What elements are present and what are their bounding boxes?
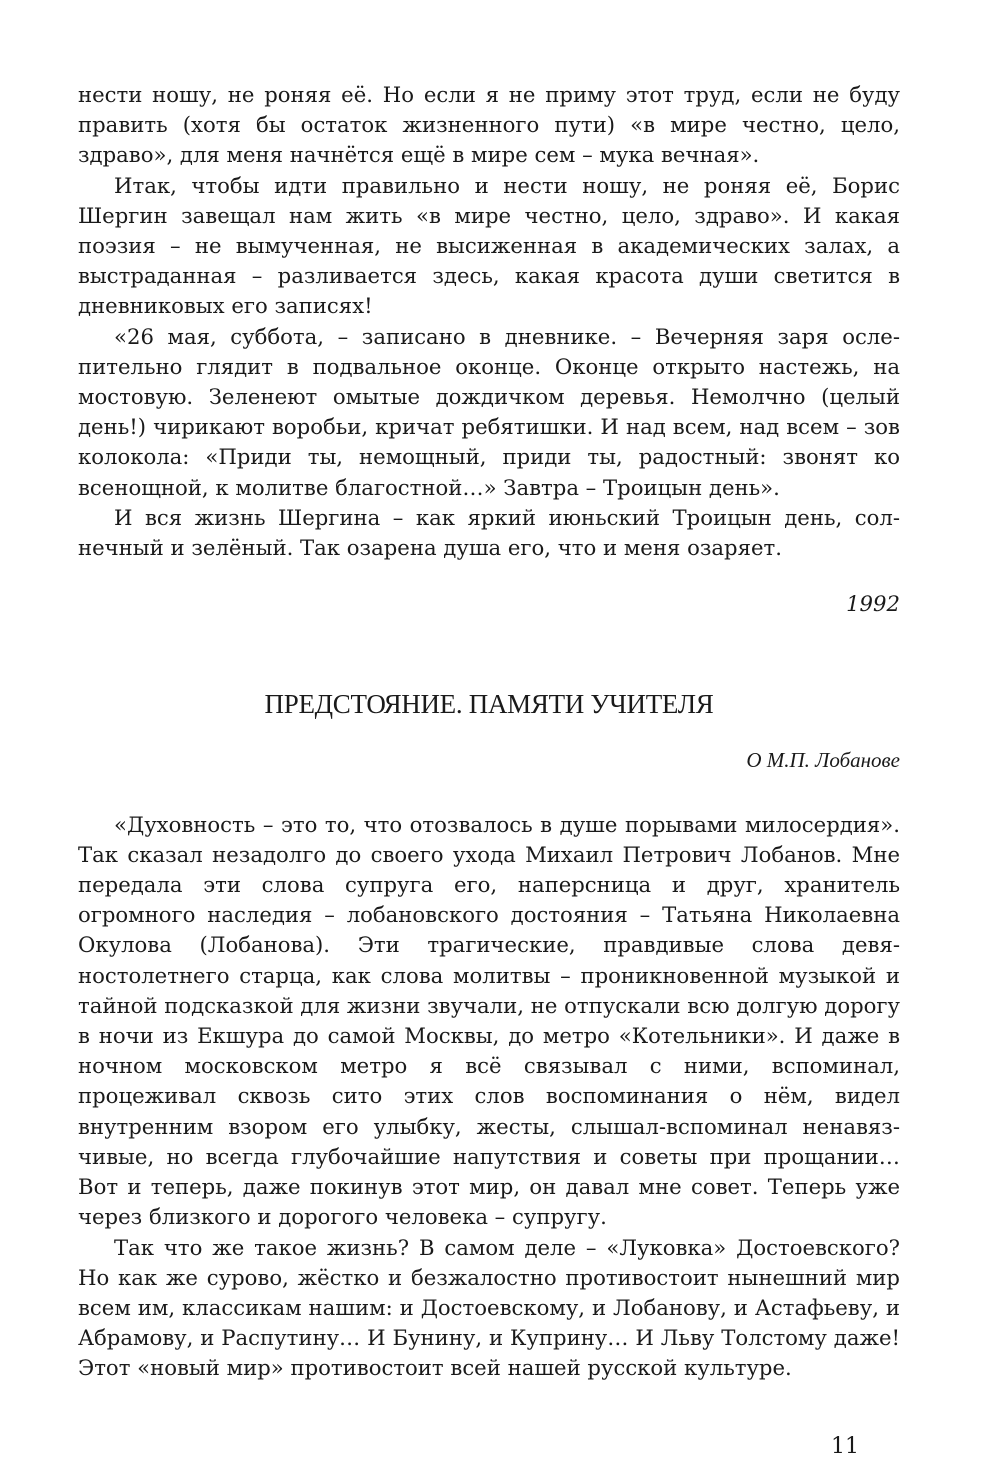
chapter-title: ПРЕДСТОЯНИЕ. ПАМЯТИ УЧИТЕЛЯ	[264, 689, 714, 720]
essay-date: 1992	[846, 591, 900, 617]
paragraph-spirituality-quote: «Духовность – это то, что отозвалось в душе порывами милосердия». Так сказал незадолго до своего ухода Михаил Петрович Лобанов. Мне передала эти слова супруга его, наперсница и друг, хранитель огромного наследия – лобановского достояния – Татьяна Николаевна Окулова (Лобанова). Эти трагические, правдивые слова девяностолетнего старца, как слова молитвы – проникновенной музыкой и тайной подсказкой для жизни звучали, не отпускали всю долгую дорогу в ночи из Екшура до самой Москвы, до метро «Котельники». И даже в ночном московском метро я всё связывал с ними, вспоминал, процеживал сквозь сито этих слов воспоминания о нём, видел внутренним взором его улыбку, жесты, слышал-вспоминал ненавязчивые, но всегда глубочайшие напутствия и советы при прощании… Вот и теперь, даже покинув этот мир, он давал мне совет. Теперь уже через близкого и дорогого человека – супругу.	[78, 811, 900, 1230]
page-number: 11	[831, 1434, 859, 1459]
paragraph-what-is-life: Так что же такое жизнь? В самом деле – «Луковка» Достоевского? Но как же сурово, жёстко и безжалостно противостоит нынешний мир всем им, классикам нашим: и Достоевскому, и Лобанову, и Астафьеву, и Абрамову, и Распутину… И Бунину, и Куприну… И Льву Толстому даже! Этот «новый мир» противостоит всей нашей русской культуре.	[78, 1234, 900, 1381]
paragraph-continuation: нести ношу, не роняя её. Но если я не приму этот труд, если не буду править (хотя бы остаток жизненного пути) «в мире честно, цело, здраво», для меня начнётся ещё в мире сем – мука вечная».	[78, 82, 900, 168]
paragraph-trinity-day: И вся жизнь Шергина – как яркий июньский Троицын день, солнечный и зелёный. Так озарена душа его, что и меня озаряет.	[78, 504, 900, 561]
chapter-dedication: О М.П. Лобанове	[746, 748, 900, 773]
section-spacer	[78, 776, 900, 810]
paragraph-shergin-legacy: Итак, чтобы идти правильно и нести ношу, не роняя её, Борис Шергин завещал нам жить «в мире честно, цело, здраво». И какая поэзия – не вымученная, не высиженная в академических залах, а выстраданная – разливается здесь, какая красота души светится в дневниковых его записях!	[78, 172, 900, 319]
page-body	[78, 80, 900, 1384]
paragraph-diary-quote: «26 мая, суббота, – записано в дневнике. – Вечерняя заря ослепительно глядит в подвальное оконце. Оконце открыто настежь, на мостовую. Зеленеют омытые дождичком деревья. Немолчно (целый день!) чирикают воробьи, кричат ребятишки. И над всем, над всем – зов колокола: «Приди ты, немощный, приди ты, радостный: звонят ко всенощной, к молитве благостной…» Завтра – Троицын день».	[78, 323, 900, 500]
